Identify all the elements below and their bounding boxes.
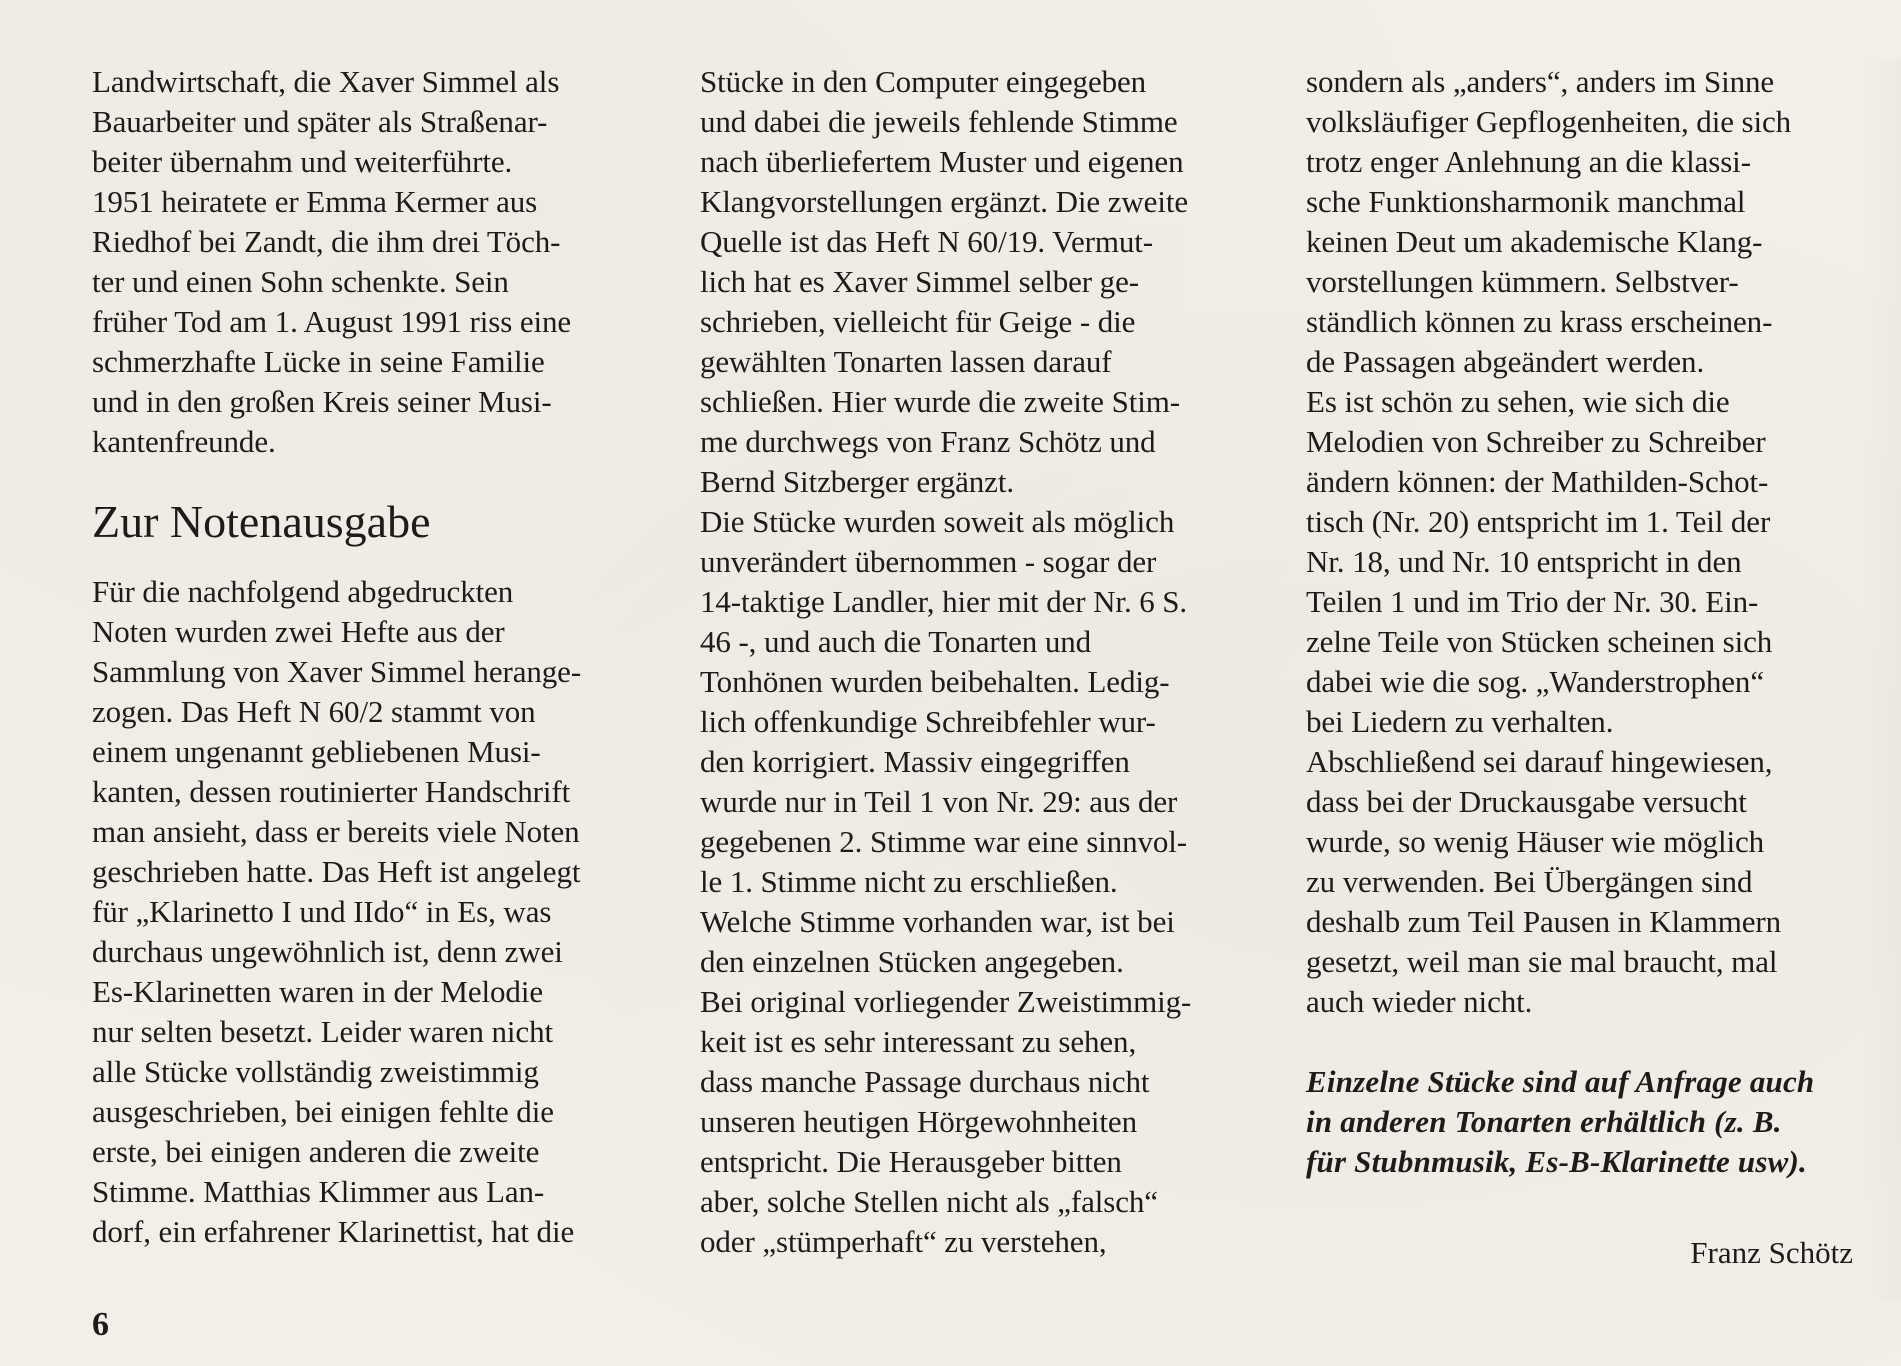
text-line: zelne Teile von Stücken scheinen sich [1306,624,1773,659]
text-line: erste, bei einigen anderen die zweite [92,1134,540,1169]
text-line: volksläufiger Gepflogenheiten, die sich [1306,104,1792,139]
text-line: Stücke in den Computer eingegeben [700,64,1147,99]
paragraph-biography [92,62,652,462]
text-line: zogen. Das Heft N 60/2 stammt von [92,694,536,729]
text-line: 14-taktige Landler, hier mit der Nr. 6 S. [700,584,1188,619]
availability-note [1306,1062,1866,1182]
text-line: lich hat es Xaver Simmel selber ge- [700,264,1139,299]
text-line: de Passagen abgeändert werden. [1306,344,1705,379]
text-line: keit ist es sehr interessant zu sehen, [700,1024,1137,1059]
text-line: Landwirtschaft, die Xaver Simmel als [92,64,560,99]
text-line: Sammlung von Xaver Simmel herange- [92,654,582,689]
text-column-2 [700,62,1260,1262]
text-line: auch wieder nicht. [1306,984,1533,1019]
text-line: Quelle ist das Heft N 60/19. Vermut- [700,224,1153,259]
text-line: unverändert übernommen - sogar der [700,544,1157,579]
text-line: gesetzt, weil man sie mal braucht, mal [1306,944,1778,979]
text-line: entspricht. Die Herausgeber bitten [700,1144,1122,1179]
text-line: für „Klarinetto I und IIdo“ in Es, was [92,894,552,929]
text-line: Es ist schön zu sehen, wie sich die [1306,384,1730,419]
text-line: ter und einen Sohn schenkte. Sein [92,264,509,299]
text-line: keinen Deut um akademische Klang- [1306,224,1763,259]
text-line: nur selten besetzt. Leider waren nicht [92,1014,554,1049]
text-line: kantenfreunde. [92,424,276,459]
text-line: tisch (Nr. 20) entspricht im 1. Teil der [1306,504,1771,539]
text-line: deshalb zum Teil Pausen in Klammern [1306,904,1782,939]
text-line: Melodien von Schreiber zu Schreiber [1306,424,1766,459]
text-line: Es-Klarinetten waren in der Melodie [92,974,543,1009]
text-line: kanten, dessen routinierter Handschrift [92,774,571,809]
text-line: le 1. Stimme nicht zu erschließen. [700,864,1118,899]
text-line: für Stubnmusik, Es-B-Klarinette usw). [1306,1144,1807,1179]
text-line: durchaus ungewöhnlich ist, denn zwei [92,934,563,969]
text-line: den einzelnen Stücken angegeben. [700,944,1124,979]
text-line: Teilen 1 und im Trio der Nr. 30. Ein- [1306,584,1759,619]
text-line: dabei wie die sog. „Wanderstrophen“ [1306,664,1764,699]
text-line: geschrieben hatte. Das Heft ist angelegt [92,854,581,889]
text-line: Welche Stimme vorhanden war, ist bei [700,904,1175,939]
text-line: trotz enger Anlehnung an die klassi- [1306,144,1751,179]
text-line: beiter übernahm und weiterführte. [92,144,513,179]
text-line: und in den großen Kreis seiner Musi- [92,384,552,419]
text-line: aber, solche Stellen nicht als „falsch“ [700,1184,1158,1219]
text-line: schrieben, vielleicht für Geige - die [700,304,1136,339]
text-line: wurde, so wenig Häuser wie möglich [1306,824,1765,859]
text-line: lich offenkundige Schreibfehler wur- [700,704,1156,739]
text-line: nach überliefertem Muster und eigenen [700,144,1184,179]
text-line: vorstellungen kümmern. Selbstver- [1306,264,1739,299]
text-line: 1951 heiratete er Emma Kermer aus [92,184,538,219]
paragraph-notes-intro [92,572,652,1252]
text-line: dorf, ein erfahrener Klarinettist, hat die [92,1214,575,1249]
text-line: früher Tod am 1. August 1991 riss eine [92,304,572,339]
text-line: Stimme. Matthias Klimmer aus Lan- [92,1174,545,1209]
text-line: in anderen Tonarten erhältlich (z. B. [1306,1104,1782,1139]
text-line: den korrigiert. Massiv eingegriffen [700,744,1130,779]
text-line: unseren heutigen Hörgewohnheiten [700,1104,1137,1139]
text-line: alle Stücke vollständig zweistimmig [92,1054,539,1089]
page-edge-shadow [1861,60,1901,1300]
text-line: Einzelne Stücke sind auf Anfrage auch [1306,1064,1815,1099]
text-line: Abschließend sei darauf hingewiesen, [1306,744,1773,779]
text-line: schmerzhafte Lücke in seine Familie [92,344,545,379]
text-line: schließen. Hier wurde die zweite Stim- [700,384,1180,419]
text-line: 46 -, und auch die Tonarten und [700,624,1092,659]
text-line: dass bei der Druckausgabe versucht [1306,784,1747,819]
text-line: Bernd Sitzberger ergänzt. [700,464,1014,499]
text-line: Für die nachfolgend abgedruckten [92,574,514,609]
text-line: Bei original vorliegender Zweistimmig- [700,984,1192,1019]
text-line: sche Funktionsharmonik manchmal [1306,184,1746,219]
text-line: ändern können: der Mathilden-Schot- [1306,464,1769,499]
text-line: man ansieht, dass er bereits viele Noten [92,814,580,849]
text-line: Die Stücke wurden soweit als möglich [700,504,1175,539]
text-column-1 [92,62,652,1252]
text-line: Tonhönen wurden beibehalten. Ledig- [700,664,1170,699]
text-line: dass manche Passage durchaus nicht [700,1064,1150,1099]
text-line: ausgeschrieben, bei einigen fehlte die [92,1094,554,1129]
text-line: wurde nur in Teil 1 von Nr. 29: aus der [700,784,1178,819]
text-line: zu verwenden. Bei Übergängen sind [1306,864,1753,899]
text-line: Riedhof bei Zandt, die ihm drei Töch- [92,224,561,259]
section-heading: Zur Notenausgabe [92,496,431,547]
text-line: bei Liedern zu verhalten. [1306,704,1614,739]
text-line: einem ungenannt gebliebenen Musi- [92,734,541,769]
text-line: oder „stümperhaft“ zu verstehen, [700,1224,1107,1259]
text-line: gegebenen 2. Stimme war eine sinnvol- [700,824,1188,859]
text-line: Nr. 18, und Nr. 10 entspricht in den [1306,544,1742,579]
text-line: Noten wurden zwei Hefte aus der [92,614,505,649]
text-line: sondern als „anders“, anders im Sinne [1306,64,1775,99]
page-number: 6 [92,1306,109,1343]
text-line: und dabei die jeweils fehlende Stimme [700,104,1178,139]
text-line: me durchwegs von Franz Schötz und [700,424,1156,459]
author-signature: Franz Schötz [1690,1235,1853,1270]
spacer [1306,1022,1866,1062]
text-line: Bauarbeiter und später als Straßenar- [92,104,548,139]
text-column-3 [1306,62,1866,1182]
text-line: ständlich können zu krass erscheinen- [1306,304,1773,339]
text-line: gewählten Tonarten lassen darauf [700,344,1112,379]
text-line: Klangvorstellungen ergänzt. Die zweite [700,184,1189,219]
